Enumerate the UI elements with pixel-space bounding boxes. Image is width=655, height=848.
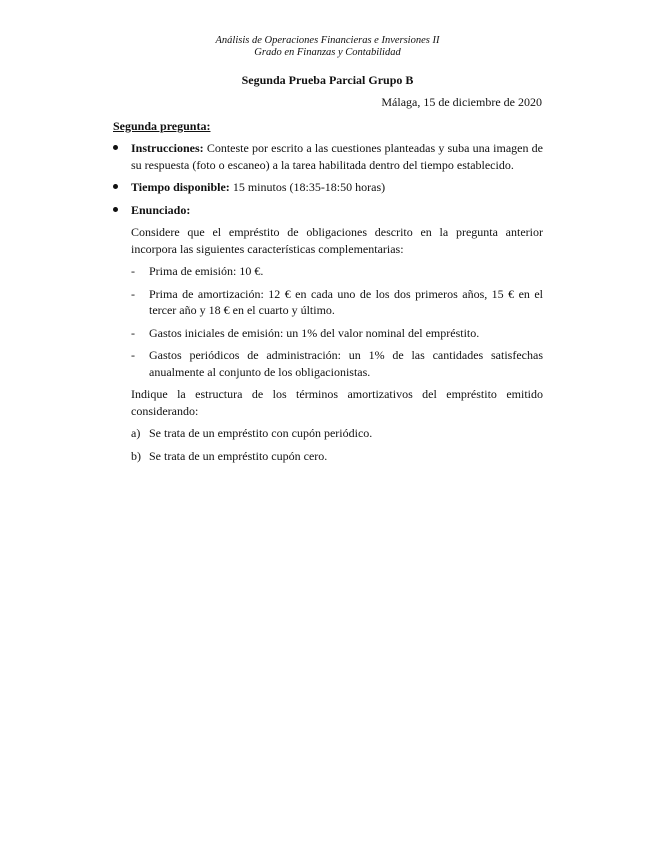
dash-marker: -: [131, 348, 135, 362]
section-heading: Segunda pregunta:: [113, 119, 211, 133]
dash-marker: -: [131, 325, 135, 340]
header-course-name: Análisis de Operaciones Financieras e Inversiones II: [215, 35, 440, 46]
list-item-text: Prima de amortización: 12 € en cada uno de los dos primeros años, 15 € en el tercer año y 18 € en el cuarto y último.: [149, 286, 543, 317]
dash-marker: -: [131, 264, 135, 278]
option-letter: b): [131, 448, 141, 463]
statement-question: Indique la estructura de los términos amortizativos del empréstito emitido considerando:: [131, 387, 543, 418]
bullet-label: Tiempo disponible:: [131, 180, 230, 194]
header-degree-name: Grado en Finanzas y Contabilidad: [254, 47, 401, 58]
option-b: [131, 448, 543, 465]
option-text: Se trata de un empréstito cupón cero.: [149, 448, 328, 463]
document-header: [0, 35, 655, 59]
bullet-text: 15 minutos (18:35-18:50 horas): [229, 180, 386, 194]
list-item-text: Prima de emisión: 10 €.: [149, 264, 264, 278]
bullet-time: [113, 179, 543, 196]
list-item: [131, 263, 543, 280]
option-a: [131, 425, 543, 442]
dash-marker: -: [131, 286, 135, 301]
statement-intro: Considere que el empréstito de obligaciones descrito en la pregunta anterior incorpora las siguientes características complementarias:: [131, 225, 543, 256]
bullet-instructions: [113, 140, 543, 173]
bullet-dot-icon: [113, 184, 118, 189]
list-item-text: Gastos iniciales de emisión: un 1% del valor nominal del empréstito.: [149, 325, 480, 340]
list-item: [131, 286, 543, 319]
list-item: [131, 347, 543, 380]
bullet-dot-icon: [113, 207, 118, 212]
bullet-list: [113, 140, 543, 470]
list-item: [131, 325, 543, 342]
bullet-dot-icon: [113, 145, 118, 150]
option-letter: a): [131, 426, 141, 440]
option-text: Se trata de un empréstito con cupón periódico.: [149, 426, 373, 440]
bullet-statement: [113, 202, 543, 219]
statement-body: [113, 224, 543, 464]
bullet-label: Enunciado:: [131, 202, 191, 217]
exam-date: Málaga, 15 de diciembre de 2020: [381, 95, 542, 109]
exam-title: Segunda Prueba Parcial Grupo B: [241, 73, 414, 87]
list-item-text: Gastos periódicos de administración: un 1% de las cantidades satisfechas anualmente al conjunto de los obligacionistas.: [149, 348, 543, 379]
bullet-text: Conteste por escrito a las cuestiones planteadas y suba una imagen de su respuesta (foto o escaneo) a la tarea habilitada dentro del tiempo establecido.: [131, 141, 543, 172]
bullet-label: Instrucciones:: [131, 141, 204, 155]
